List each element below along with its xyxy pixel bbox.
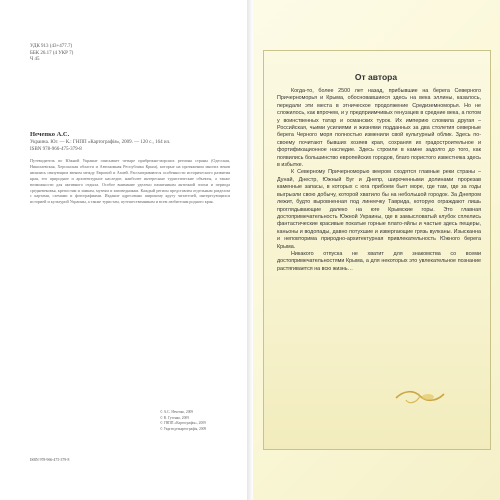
- author-mark: Ч 45: [30, 57, 40, 62]
- gold-swirl-ornament-icon: [394, 386, 446, 406]
- copyright-block: [160, 410, 206, 432]
- bibliographic-record: [30, 140, 225, 153]
- copyright-line: © А.С. Нечепко, 2009: [160, 410, 194, 414]
- section-heading: От автора: [354, 72, 398, 82]
- annotation-text: Путеводитель по Южной Украине описывает четыре прибрежно-морских региона страны (Одесская, Николаевская, Херсонская области и Автономная Республика Крым), которые на протяжении многих веков являлись связующим звеном между Европой и Азией. Рассматриваются особенности исторического развития края, его природное и архитектурное наследие, наиболее интересные туристические объекты, а также возможности для активного отдыха. Особое внимание уделено памятникам античной эпохи и периода средневековья, крепостям и замкам, музеям и заповедникам. Каждый регион представлен отдельным разделом с картами, схемами и фотографиями. Издание адресовано широкому кругу читателей, интересующихся историей и культурой Украины, а также туристам, путешественникам и всем любителям родного края.: [30, 158, 230, 205]
- udk-block: [30, 44, 73, 64]
- book-description: Украина. Юг. — К.: ГНПП «Картографія», 2009. — 120 с., 164 ил.: [30, 140, 171, 145]
- paragraph: К Северному Причерноморью веером сходятся главные реки страны – Дунай, Днестр, Южный Буг и Днепр, широченными долинами прорезав каменные запасы, в которых с юга прибоем бьет море, где там, где за годы выгрызли свою добычу, которой хватило бы на небольшой городок. За Днепром лежит, будто выровненная под линеечку Таврида, которую ограждают лишь проглядывающие далеко на юге Крымские горы. Это главная достопримечательность Южной Украины, где в замысловатый клубок сплелись фантастические красивые покатые горные плато-яйлы и частые здесь пещеры, каньоны и водопады, давно потухшие и извергающие грязь вулканы. Изысканна и неповторима природно-архитектурная привлекательность Южного берега Крыма.: [277, 169, 481, 250]
- right-page: [253, 0, 500, 500]
- isbn-line: ISBN 978-966-475-379-8: [30, 146, 82, 152]
- bbk-line: ББК 26.17 (4 УКР 7): [30, 50, 74, 56]
- udk-line: УДК 913 (43+477.7): [30, 44, 73, 49]
- paragraph: Никакого отпуска не хватит для знакомства со всеми достопримечательностями Крыма, а для некоторых это увлекательное познание растягивается на всю жизнь…: [277, 250, 481, 272]
- copyright-line: © Укргеодезкартографія, 2009: [160, 426, 207, 431]
- isbn-footer: ISBN 978-966-475-379-8: [30, 458, 70, 462]
- author-name: Нечепко А.С.: [30, 131, 70, 138]
- copyright-line: © ГНПП «Картографія», 2009: [160, 421, 206, 426]
- paragraph: Когда-то, более 2500 лет назад, прибывшие на берега Северного Причерноморья и Крыма, обосновавшиеся здесь на века эллины, казалось, передали эти места в этническое продолжение Средиземноморья. Но не сложилось, как впрочем, и у предприимчивых генуэзцев в средние века, а потом у воинственных татар и османских турок. Их империю сломила другая – Российская, чьими усилиями и жизнями подданных за два столетия северные берега Черного моря полностью изменили свой культурный облик. Здесь по-своему почитают бывших хозяев края, сохраняя их градостроительное и фортификационное наследие. Здесь строили в камне задолго до того, как появились большинство европейских городов, благо пористого известняка здесь в избытке.: [277, 88, 481, 169]
- left-page: [0, 0, 247, 500]
- copyright-line: © В. Гутенко, 2009: [160, 415, 189, 420]
- foreword-text: [277, 88, 481, 273]
